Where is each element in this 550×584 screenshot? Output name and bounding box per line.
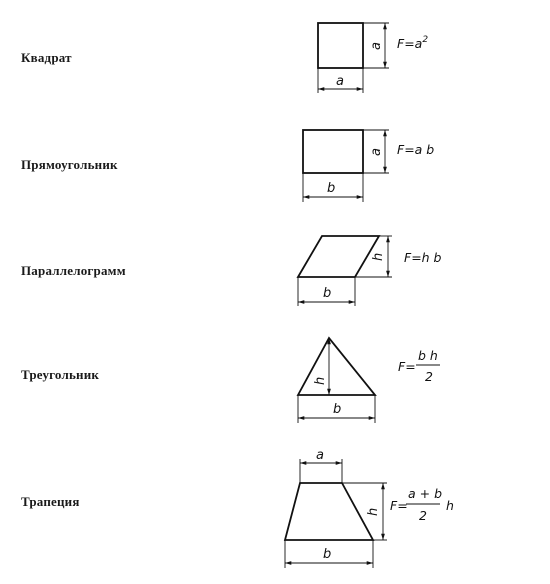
trapezoid-formula xyxy=(390,486,454,523)
trapezoid-formula-numerator: a + b xyxy=(408,486,443,501)
svg-text:F=: F= xyxy=(398,359,416,374)
svg-text:F=: F= xyxy=(390,498,408,513)
rectangle-side-label: a xyxy=(369,148,384,156)
parallelogram-bottom-label: b xyxy=(323,286,332,301)
trapezoid-height-label: h xyxy=(366,507,381,516)
trapezoid-top-label: a xyxy=(316,448,324,463)
trapezoid-shape xyxy=(285,483,373,540)
parallelogram-formula: F=h b xyxy=(404,250,442,265)
shape-name-trapezoid: Трапеция xyxy=(21,494,80,509)
parallelogram-height-label: h xyxy=(371,252,386,261)
square-formula: $F=a^2$ xyxy=(397,35,429,51)
trapezoid-formula-tail: h xyxy=(446,498,454,513)
trapezoid-formula-denominator: 2 xyxy=(419,508,427,523)
square-bottom-label: a xyxy=(336,74,344,89)
shape-name-parallelogram: Параллелограмм xyxy=(21,263,126,278)
triangle-formula-denominator: 2 xyxy=(425,369,433,384)
triangle-formula-numerator: b h xyxy=(418,348,438,363)
square-side-label: a xyxy=(369,42,384,50)
rectangle-bottom-label: b xyxy=(327,181,336,196)
triangle-height-label: h xyxy=(313,376,328,385)
shape-name-rectangle: Прямоугольник xyxy=(21,157,118,172)
trapezoid-bottom-label: b xyxy=(323,547,332,562)
shape-name-triangle: Треугольник xyxy=(21,367,100,382)
shape-name-square: Квадрат xyxy=(21,50,72,65)
rectangle-formula: F=a b xyxy=(397,142,435,157)
triangle-bottom-label: b xyxy=(333,402,342,417)
